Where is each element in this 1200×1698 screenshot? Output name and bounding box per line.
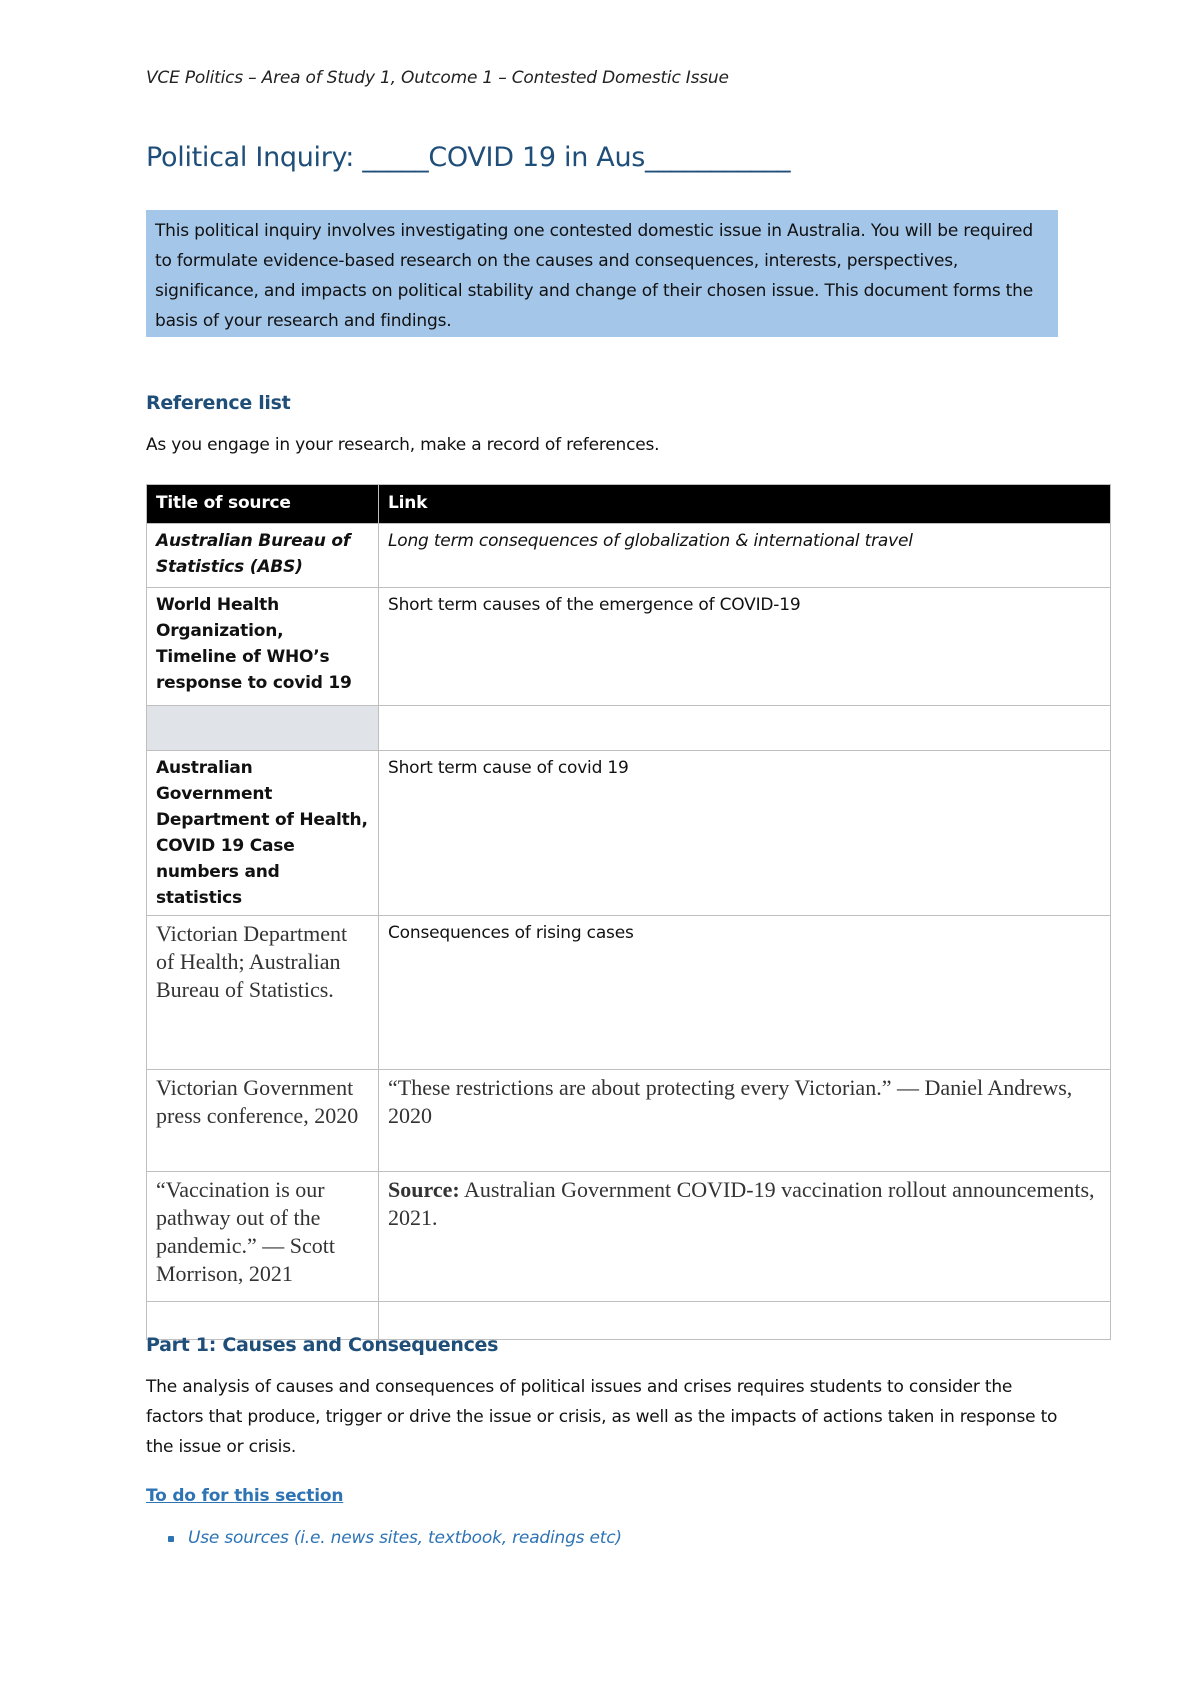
- source-cell[interactable]: Australian Government Department of Health, COVID 19 Case numbers and statistics: [147, 751, 379, 916]
- table-row: [147, 706, 1111, 751]
- part1-heading: Part 1: Causes and Consequences: [146, 1334, 499, 1356]
- source-text: Australian Government COVID-19 vaccination rollout announcements, 2021.: [388, 1177, 1095, 1230]
- table-row: [147, 916, 1111, 1070]
- table-row: [147, 588, 1111, 706]
- link-cell[interactable]: Long term consequences of globalization & international travel: [379, 524, 1111, 588]
- table-row: [147, 1172, 1111, 1302]
- table-row: [147, 524, 1111, 588]
- link-cell[interactable]: Consequences of rising cases: [379, 916, 1111, 1070]
- part1-description: The analysis of causes and consequences of political issues and crises requires students to consider the factors that produce, trigger or drive the issue or crisis, as well as the impacts of actions taken in response to the issue or crisis.: [146, 1377, 1058, 1457]
- link-cell[interactable]: [379, 706, 1111, 751]
- source-cell[interactable]: “Vaccination is our pathway out of the pandemic.” — Scott Morrison, 2021: [147, 1172, 379, 1302]
- link-cell[interactable]: [379, 1172, 1111, 1302]
- page-title: Political Inquiry: _____COVID 19 in Aus___________: [146, 142, 791, 173]
- column-header-title: Title of source: [147, 485, 379, 524]
- list-item: [188, 1528, 622, 1548]
- intro-box: This political inquiry involves investigating one contested domestic issue in Australia. You will be required to formulate evidence-based research on the causes and consequences, interests, perspectives, significance, and impacts on political stability and change of their chosen issue. This document forms the basis of your research and findings.: [146, 210, 1058, 337]
- link-cell[interactable]: Short term causes of the emergence of COVID-19: [379, 588, 1111, 706]
- link-cell[interactable]: Short term cause of covid 19: [379, 751, 1111, 916]
- source-cell[interactable]: Victorian Government press conference, 2020: [147, 1070, 379, 1172]
- source-cell[interactable]: Australian Bureau of Statistics (ABS): [147, 524, 379, 588]
- reference-list-instruction: As you engage in your research, make a record of references.: [146, 435, 660, 455]
- table-row: [147, 751, 1111, 916]
- source-cell[interactable]: [147, 706, 379, 751]
- course-header: VCE Politics – Area of Study 1, Outcome 1 – Contested Domestic Issue: [146, 68, 729, 88]
- bullet-icon: [168, 1536, 174, 1542]
- table-header-row: [147, 485, 1111, 524]
- link-cell[interactable]: “These restrictions are about protecting every Victorian.” — Daniel Andrews, 2020: [379, 1070, 1111, 1172]
- bullet-text: Use sources (i.e. news sites, textbook, readings etc): [188, 1528, 622, 1548]
- reference-list-heading: Reference list: [146, 392, 291, 414]
- table-row: [147, 1070, 1111, 1172]
- source-cell[interactable]: Victorian Department of Health; Australian Bureau of Statistics.: [147, 916, 379, 1070]
- reference-table: [146, 484, 1111, 1340]
- source-label: Source:: [388, 1177, 460, 1202]
- todo-link[interactable]: To do for this section: [146, 1486, 344, 1506]
- column-header-link: Link: [379, 485, 1111, 524]
- source-cell[interactable]: World Health Organization, Timeline of WHO’s response to covid 19: [147, 588, 379, 706]
